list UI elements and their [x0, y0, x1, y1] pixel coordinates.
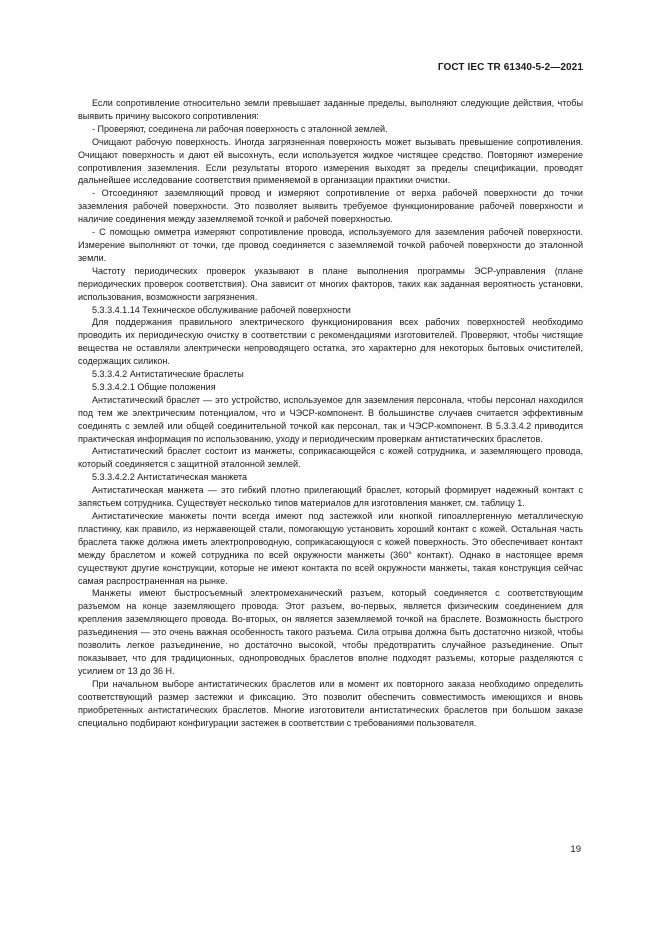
section-heading: 5.3.3.4.2 Антистатические браслеты	[92, 369, 244, 380]
section-heading: 5.3.3.4.1.14 Техническое обслуживание рабочей поверхности	[92, 304, 351, 315]
document-header: ГОСТ IEC TR 61340-5-2—2021	[437, 62, 583, 73]
list-item: - Проверяют, соединена ли рабочая поверхность с эталонной землей.	[92, 123, 388, 134]
paragraph: Антистатический браслет — это устройство, используемое для заземления персонала, чтобы персонал находился под тем же электрическим потенциалом, что и ЧЭСР-компонент. В большинстве случаев считается эффективным соединять с землей или общей соединительной точкой как персонал, так и ЧЭСР-компонент. В 5.3.3.4.2 приводится практическая информация по использованию, уходу и периодическим проверкам антистатических браслетов.	[78, 394, 583, 444]
list-item: - С помощью омметра измеряют сопротивление провода, используемого для заземления рабочей поверхности. Измерение выполняют от точки, где провод соединяется с заземляемой точкой рабочей поверхности до эталонной земли.	[78, 227, 583, 263]
paragraph: Очищают рабочую поверхность. Иногда загрязненная поверхность может вызывать превышение сопротивления. Очищают поверхность и дают ей высохнуть, если используется жидкое чистящее средство. Повторяют измерение сопротивления заземления. Если результаты второго измерения выходят за пределы спецификации, проводят дальнейшее исследование соответствия применяемой в организации практики очистки.	[78, 136, 583, 186]
paragraph: Для поддержания правильного электрического функционирования всех рабочих поверхностей необходимо проводить их периодическую очистку в соответствии с рекомендациями изготовителей. Проверяют, чтобы чистящие вещества не оставляли электрически непроводящего остатка, это характерно для некоторых бытовых очистителей, содержащих силикон.	[78, 317, 583, 367]
paragraph: Антистатические манжеты почти всегда имеют под застежкой или кнопкой гипоаллергенную металлическую пластинку, как правило, из нержавеющей стали, помогающую установить хороший контакт с кожей. Остальная часть браслета также должна иметь электропроводную, соприкасающуюся с кожей поверхность. Это обеспечивает контакт между браслетом и кожей сотрудника по всей окружности манжеты (360° контакт). Однако в настоящее время существуют другие конструкции, которые не имеют контакта по всей окружности манжеты, такая конструкция сейчас самая распространенная на рынке.	[78, 511, 583, 586]
paragraph: Антистатический браслет состоит из манжеты, соприкасающейся с кожей сотрудника, и заземляющего провода, который соединяется с защитной эталонной землей.	[78, 446, 583, 470]
paragraph: Манжеты имеют быстросъемный электромеханический разъем, который соединяется с соответствующим разъемом на конце заземляющего провода. Этот разъем, во-первых, является физическим соединением для крепления заземляющего провода. Во-вторых, он является заземляемой точкой на браслете. Возможность быстрого разъединения — это очень важная особенность такого разъема. Сила отрыва должна быть достаточно низкой, чтобы позволить легкое разъединение, но достаточно высокой, чтобы предотвратить случайное разъединение. Опыт показывает, что для традиционных, однопроводных браслетов вполне подходят разъемы, которые разделяются с усилием от 13 до 36 Н.	[78, 588, 583, 676]
paragraph: При начальном выборе антистатических браслетов или в момент их повторного заказа необходимо определить соответствующий размер застежки и фиксацию. Это позволит обеспечить совместимость имеющихся и вновь приобретенных антистатических браслетов. Многие изготовители антистатических браслетов при большом заказе специально подбирают конфигурации застежек в соответствии с требованиями пользователя.	[78, 678, 583, 728]
section-heading: 5.3.3.4.2.1 Общие положения	[92, 381, 216, 392]
paragraph: Антистатическая манжета — это гибкий плотно прилегающий браслет, который формирует надежный контакт с запястьем сотрудника. Существует несколько типов материалов для изготовления манжет, см. таблицу 1.	[78, 485, 583, 509]
paragraph: Частоту периодических проверок указывают в плане выполнения программы ЭСР-управления (плане периодических проверок соответствия). Она зависит от многих факторов, таких как заданная вероятность установки, использования, возможности загрязнения.	[78, 265, 583, 302]
section-heading: 5.3.3.4.2.2 Антистатическая манжета	[92, 472, 248, 483]
paragraph: Если сопротивление относительно земли превышает заданные пределы, выполняют следующие действия, чтобы выявить причину высокого сопротивления:	[78, 98, 583, 121]
list-item: - Отсоединяют заземляющий провод и измеряют сопротивление от верха рабочей поверхности до точки заземления рабочей поверхности. Это позволяет выявить требуемое функционирование рабочей поверхности и наличие соединения между заземляемой точкой и рабочей поверхностью.	[78, 188, 583, 225]
page-number: 19	[570, 844, 581, 855]
document-body	[78, 97, 583, 729]
